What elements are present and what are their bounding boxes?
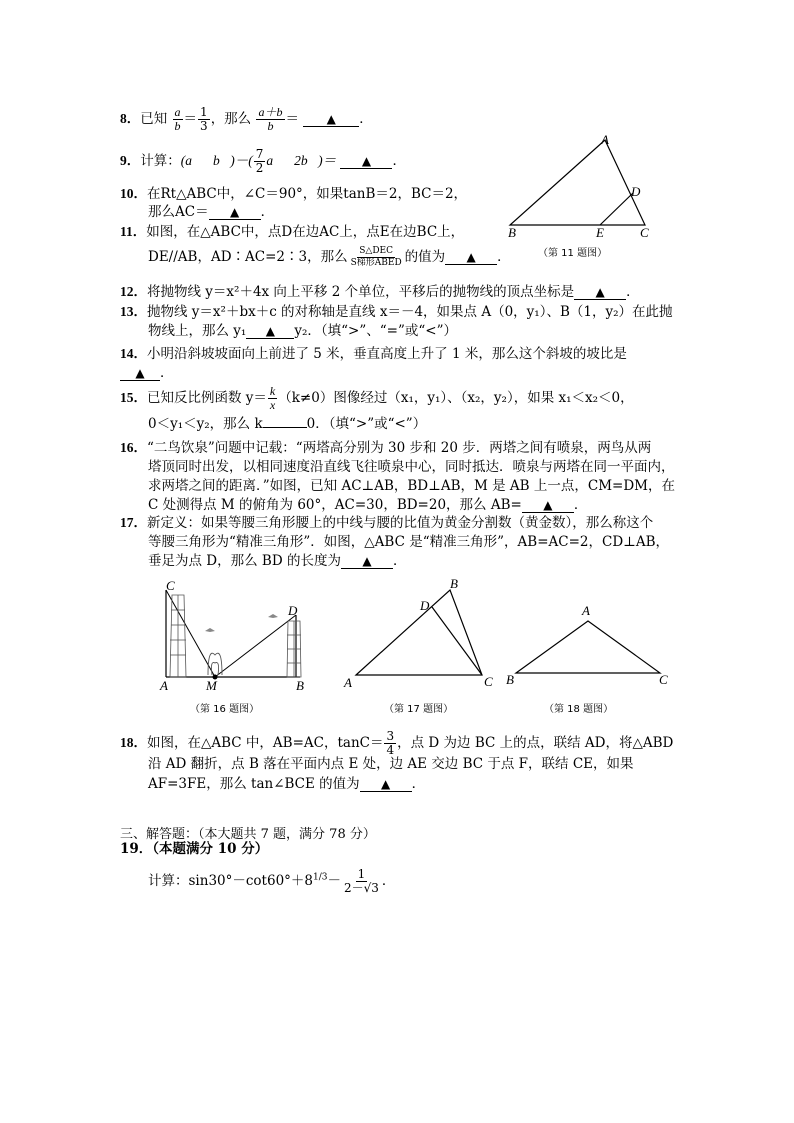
answer-blank: ▲ bbox=[303, 112, 359, 127]
question-11: 11．如图，在△ABC中，点D在边AC上，点E在边BC上， bbox=[120, 224, 465, 240]
question-10: 10．在Rt△ABC中，∠C＝90°，如果tanB＝2，BC＝2， bbox=[120, 186, 468, 202]
f11-label-C: C bbox=[640, 225, 649, 240]
answer-blank: ▲ bbox=[360, 777, 412, 792]
q8-number: 8． bbox=[120, 111, 141, 126]
figure-18-caption: （第 18 题图） bbox=[544, 704, 614, 715]
question-18: 18．如图，在△ABC 中，AB=AC，tanC＝ $\frac{3}{4}$ ，点 D 为边 BC 上的点，联结 AD，将△ABD bbox=[120, 729, 674, 757]
question-13: 13．抛物线 y＝x²＋bx＋c 的对称轴是直线 x＝－4，如果点 A（0，y₁）、B（1，y₂）在此抛 bbox=[120, 304, 673, 320]
section-heading: 三、解答题：（本大题共 7 题，满分 78 分） bbox=[120, 827, 376, 842]
question-19-title: 19．（本题满分 10 分） bbox=[120, 841, 269, 857]
figure-18 bbox=[510, 617, 660, 677]
figure-17-caption: （第 17 题图） bbox=[384, 704, 454, 715]
bird-icon bbox=[205, 628, 215, 632]
answer-blank: ▲ bbox=[574, 285, 626, 300]
question-15: 15．已知反比例函数 y＝ $\frac{k}{x}$ （k≠0）图像经过（x₁，y₁）、（x₂，y₂），如果 x₁＜x₂＜0， bbox=[120, 384, 634, 412]
left-tower bbox=[170, 595, 186, 677]
answer-blank: ▲ bbox=[341, 554, 393, 569]
figure-11-caption: （第 11 题图） bbox=[538, 248, 608, 259]
question-14: 14．小明沿斜坡坡面向上前进了 5 米，垂直高度上升了 1 米，那么这个斜坡的坡比是 bbox=[120, 346, 627, 362]
answer-blank: ▲ bbox=[340, 154, 392, 169]
right-tower bbox=[287, 621, 301, 677]
answer-blank: ▲ bbox=[246, 324, 294, 339]
question-9: 9．计算：(a⃗＋b⃗)－( $\frac{7}{2}$ a⃗－2b⃗)＝ ▲ ． bbox=[120, 147, 406, 175]
question-8: 8．已知 $\frac{a}{b}$ ＝ $\frac{1}{3}$ ，那么 $\frac{a+b}{b}$ ＝ ▲ ． bbox=[120, 105, 373, 133]
answer-blank: ▲ bbox=[445, 250, 497, 265]
question-12: 12．将抛物线 y＝x²＋4x 向上平移 2 个单位，平移后的抛物线的顶点坐标是 ▲ ． bbox=[120, 284, 640, 300]
f11-label-D: D bbox=[631, 184, 641, 199]
answer-blank bbox=[263, 427, 307, 428]
answer-blank: ▲ bbox=[120, 366, 160, 381]
question-16: 16．“二鸟饮泉”问题中记载：“两塔高分别为 30 步和 20 步．两塔之间有喷泉，两鸟从两 bbox=[120, 440, 652, 456]
figure-16 bbox=[160, 585, 310, 685]
fountain bbox=[208, 653, 222, 675]
f11-label-E: E bbox=[596, 225, 604, 240]
question-17: 17．新定义：如果等腰三角形腰上的中线与腰的比值为黄金分割数（黄金数），那么称这个 bbox=[120, 515, 654, 531]
answer-blank: ▲ bbox=[522, 498, 574, 513]
question-19: 计算：$\sin 30^\circ-\cot 60^\circ+8^{1/3}-$ $\frac{1}{2-√3}$ ． bbox=[148, 867, 396, 895]
f11-label-B: B bbox=[508, 225, 516, 240]
answer-blank: ▲ bbox=[209, 205, 261, 220]
f11-label-A: A bbox=[601, 132, 609, 147]
bird-icon bbox=[268, 614, 278, 618]
figure-16-caption: （第 16 题图） bbox=[190, 704, 260, 715]
